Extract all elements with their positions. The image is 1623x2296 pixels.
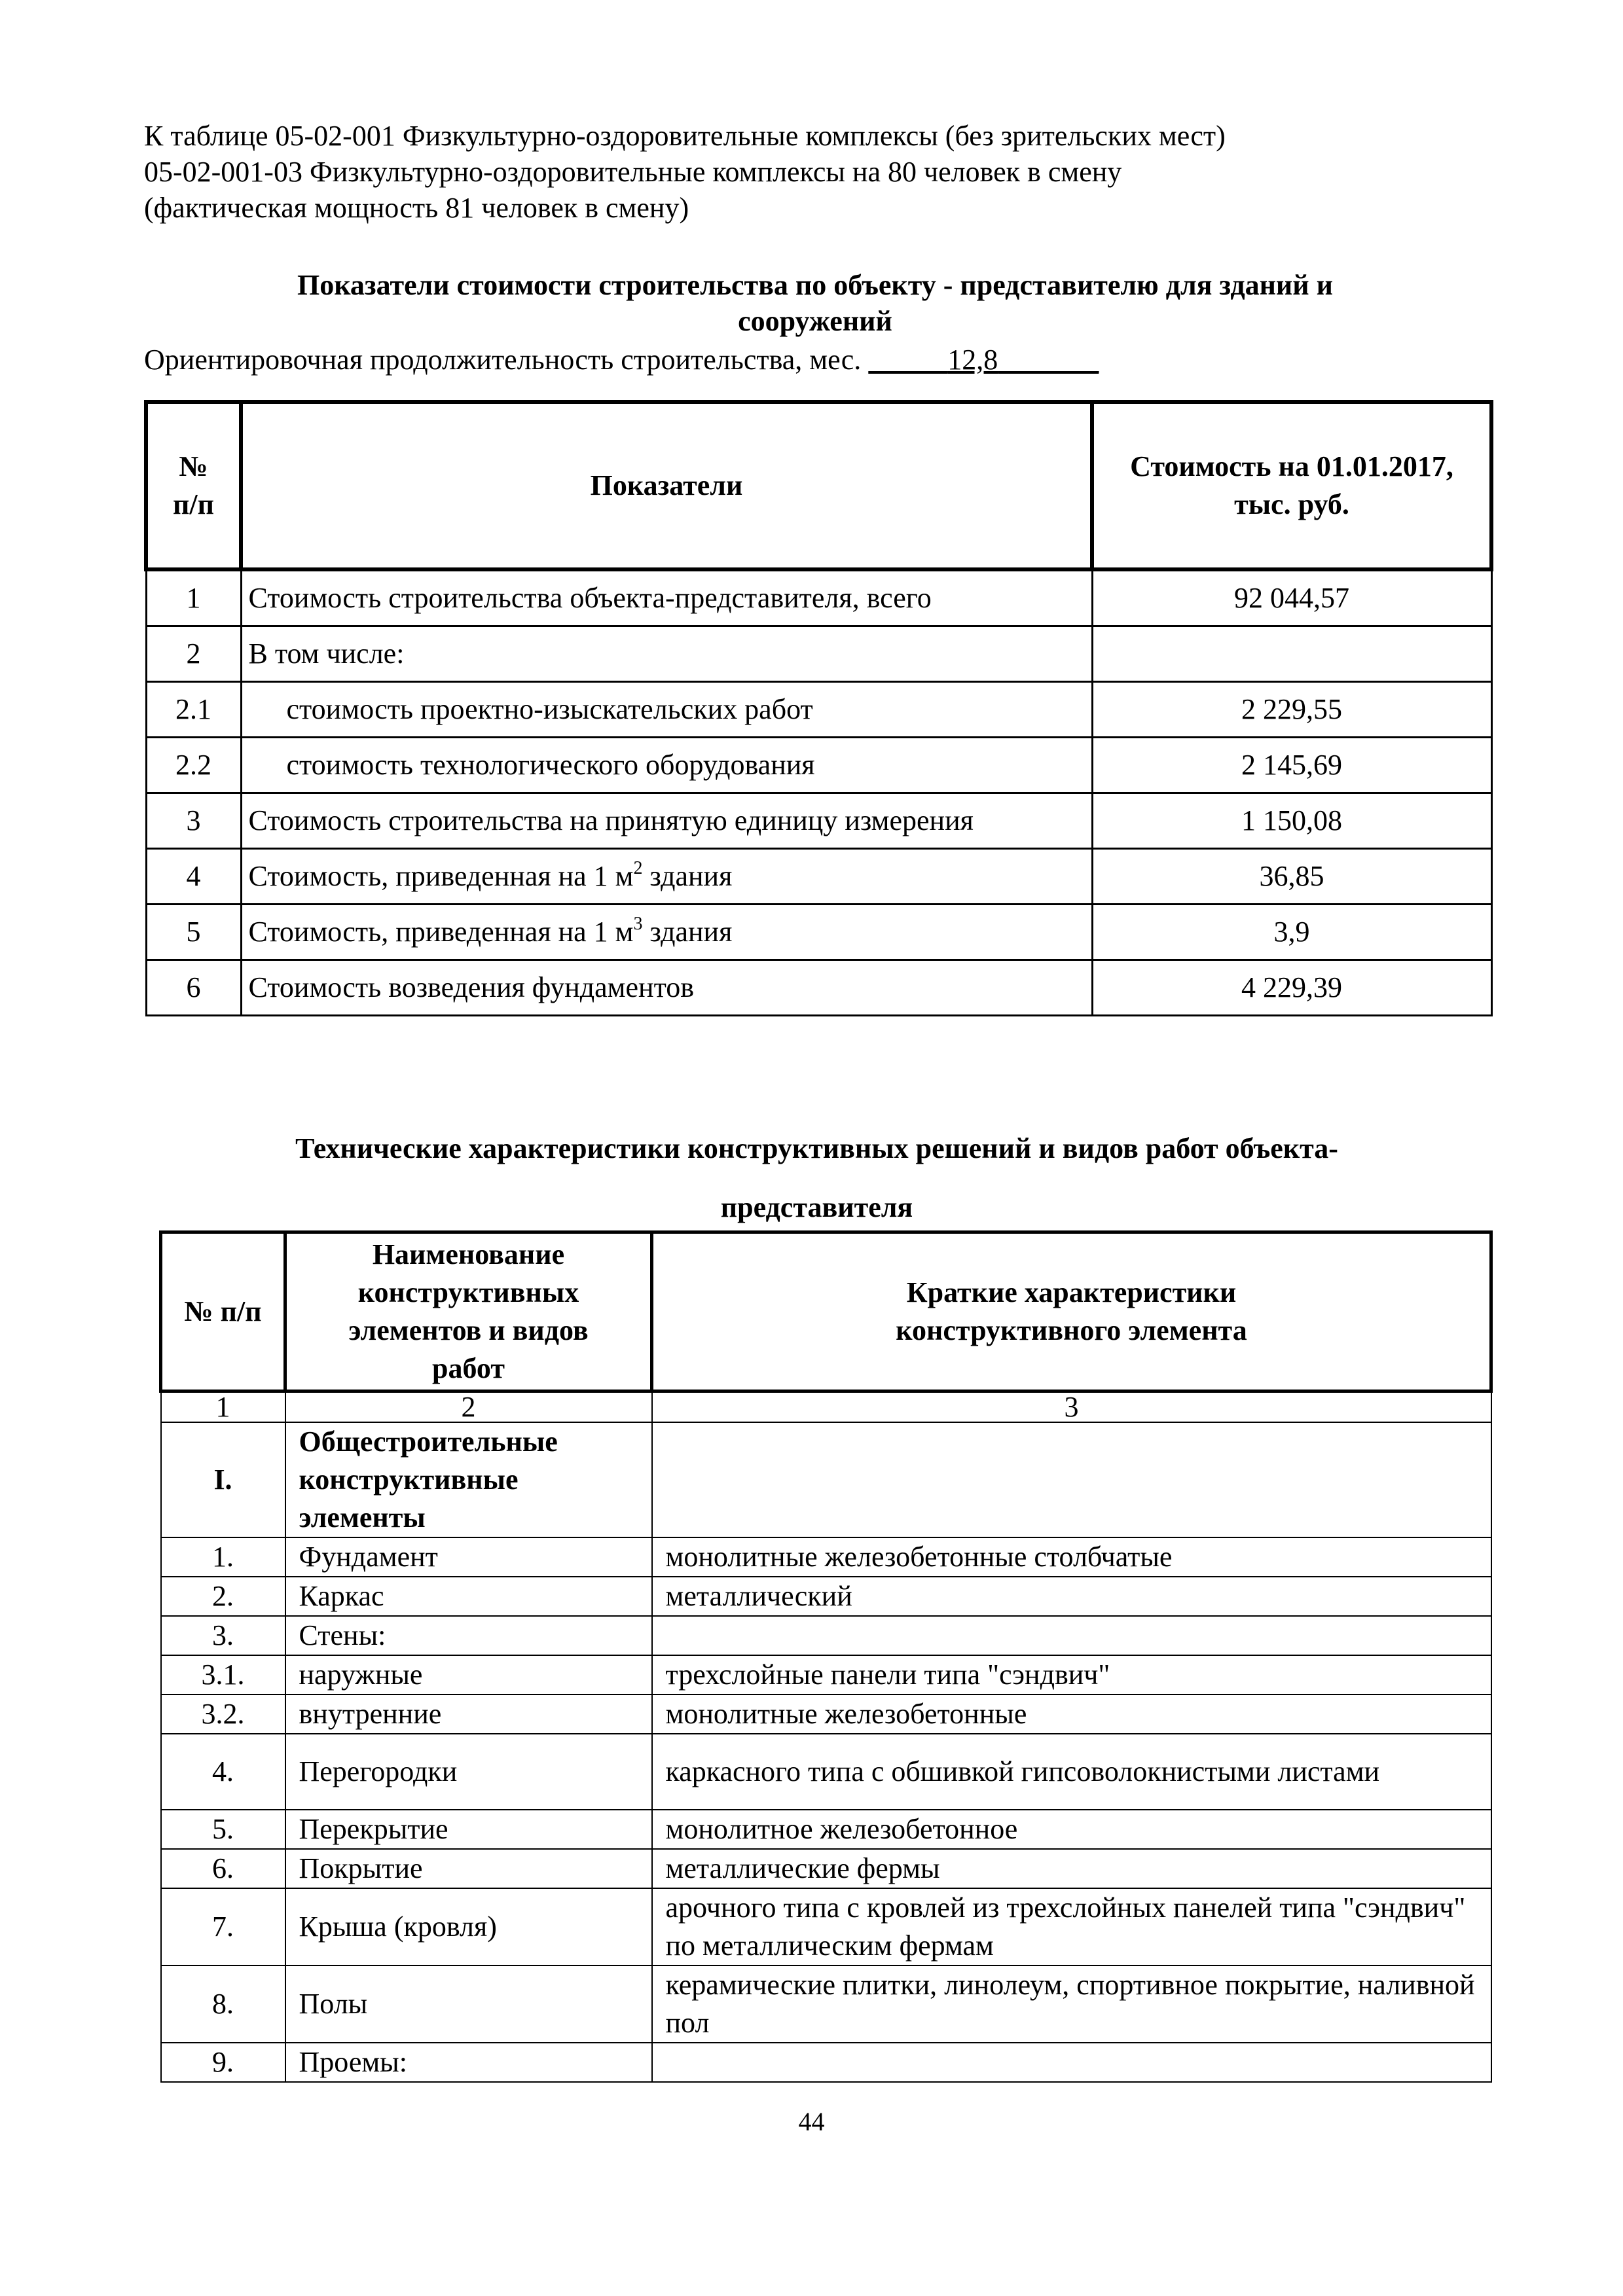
- row-number: 3: [146, 793, 241, 849]
- table-row: [161, 1965, 1491, 2043]
- row-number: 7.: [161, 1888, 285, 1965]
- table-row: [161, 1655, 1491, 1695]
- row-element-name: наружные: [285, 1655, 652, 1695]
- header-line-1: К таблице 05-02-001 Физкультурно-оздоровительные комплексы (без зрительских мест): [144, 120, 1226, 152]
- table-row: [146, 793, 1491, 849]
- row-description: [652, 2043, 1491, 2082]
- row-element-name: Полы: [285, 1965, 652, 2043]
- row-indicator: Стоимость, приведенная на 1 $м^2$ здания: [241, 849, 1092, 905]
- row-value: 2 229,55: [1092, 682, 1491, 738]
- row-number: 3.: [161, 1616, 285, 1655]
- row-number: 4.: [161, 1734, 285, 1810]
- table-row: [161, 1537, 1491, 1577]
- table-row: [146, 905, 1491, 960]
- table-row: [161, 1695, 1491, 1734]
- table-row: [161, 1577, 1491, 1616]
- row-number: 3.2.: [161, 1695, 285, 1734]
- row-number: 3.1.: [161, 1655, 285, 1695]
- row-number: 5: [146, 905, 241, 960]
- row-element-name: Каркас: [285, 1577, 652, 1616]
- row-description: керамические плитки, линолеум, спортивное покрытие, наливной пол: [652, 1965, 1491, 2043]
- row-element-name: Проемы:: [285, 2043, 652, 2082]
- row-element-name: Покрытие: [285, 1849, 652, 1888]
- row-value: 36,85: [1092, 849, 1491, 905]
- row-number: 1.: [161, 1537, 285, 1577]
- column-header-number: № п/п: [161, 1232, 285, 1391]
- column-header-indicators: Показатели: [241, 402, 1092, 569]
- cost-indicators-title: Показатели стоимости строительства по объекту - представителю для зданий и сооружений: [297, 269, 1333, 337]
- table-row: [146, 626, 1491, 682]
- header-line-3: (фактическая мощность 81 человек в смену): [144, 192, 689, 224]
- row-number: 4: [146, 849, 241, 905]
- row-number: 2.2: [146, 738, 241, 793]
- row-element-name: Перегородки: [285, 1734, 652, 1810]
- row-value: 92 044,57: [1092, 569, 1491, 626]
- row-description: монолитные железобетонные: [652, 1695, 1491, 1734]
- duration-label: Ориентировочная продолжительность строительства, мес.: [144, 344, 862, 376]
- row-indicator: Стоимость строительства объекта-представителя, всего: [241, 569, 1092, 626]
- row-description: монолитное железобетонное: [652, 1810, 1491, 1849]
- row-number: 2.1: [146, 682, 241, 738]
- column-header-cost: Стоимость на 01.01.2017, тыс. руб.: [1092, 402, 1491, 569]
- row-indicator: В том числе:: [241, 626, 1092, 682]
- row-element-name: Фундамент: [285, 1537, 652, 1577]
- table-row: [161, 1422, 1491, 1537]
- duration-value: 12,8: [947, 344, 998, 376]
- row-element-name: Крыша (кровля): [285, 1888, 652, 1965]
- row-indicator: Стоимость строительства на принятую единицу измерения: [241, 793, 1092, 849]
- row-number: 2: [146, 626, 241, 682]
- table-row: [146, 960, 1491, 1016]
- table-row: [161, 1810, 1491, 1849]
- row-value: [1092, 626, 1491, 682]
- table-row: [146, 682, 1491, 738]
- table-row: [161, 2043, 1491, 2082]
- table-row: [161, 1888, 1491, 1965]
- row-description: металлический: [652, 1577, 1491, 1616]
- table-row: [146, 738, 1491, 793]
- row-number: 1: [146, 569, 241, 626]
- row-number: I.: [161, 1422, 285, 1537]
- row-indicator: стоимость проектно-изыскательских работ: [241, 682, 1092, 738]
- page-number: 44: [798, 2107, 825, 2136]
- row-value: 3,9: [1092, 905, 1491, 960]
- row-element-name: Перекрытие: [285, 1810, 652, 1849]
- row-description: металлические фермы: [652, 1849, 1491, 1888]
- row-description: трехслойные панели типа "сэндвич": [652, 1655, 1491, 1695]
- table-row: [146, 569, 1491, 626]
- table-row: [161, 1849, 1491, 1888]
- table-header-row: [161, 1232, 1491, 1391]
- row-number: 9.: [161, 2043, 285, 2082]
- row-description: каркасного типа с обшивкой гипсоволокнистыми листами: [652, 1734, 1491, 1810]
- column-index: 2: [285, 1391, 652, 1423]
- cost-indicators-table: [144, 400, 1493, 1016]
- row-description: [652, 1422, 1491, 1537]
- table-row: [161, 1616, 1491, 1655]
- row-indicator: Стоимость, приведенная на 1 $м^3$ здания: [241, 905, 1092, 960]
- technical-characteristics-title: Технические характеристики конструктивных решений и видов работ объекта- представителя: [295, 1132, 1338, 1223]
- column-header-description: Краткие характеристики конструктивного элемента: [652, 1232, 1491, 1391]
- table-row: [161, 1734, 1491, 1810]
- column-index: 1: [161, 1391, 285, 1423]
- row-description: [652, 1616, 1491, 1655]
- row-number: 5.: [161, 1810, 285, 1849]
- technical-characteristics-table: [159, 1230, 1493, 2083]
- document-header: [144, 118, 1486, 226]
- row-element-name: Стены:: [285, 1616, 652, 1655]
- row-number: 6: [146, 960, 241, 1016]
- column-header-element-name: Наименование конструктивных элементов и видов работ: [285, 1232, 652, 1391]
- row-value: 1 150,08: [1092, 793, 1491, 849]
- row-element-name: внутренние: [285, 1695, 652, 1734]
- row-description: монолитные железобетонные столбчатые: [652, 1537, 1491, 1577]
- column-index-row: [161, 1391, 1491, 1423]
- column-header-number: № п/п: [146, 402, 241, 569]
- row-indicator: Стоимость возведения фундаментов: [241, 960, 1092, 1016]
- construction-duration: Ориентировочная продолжительность строительства, мес. _____12,8_______: [144, 344, 1099, 376]
- row-number: 6.: [161, 1849, 285, 1888]
- column-index: 3: [652, 1391, 1491, 1423]
- table-header-row: [146, 402, 1491, 569]
- header-line-2: 05-02-001-03 Физкультурно-оздоровительные комплексы на 80 человек в смену: [144, 156, 1122, 188]
- row-indicator: стоимость технологического оборудования: [241, 738, 1092, 793]
- row-number: 8.: [161, 1965, 285, 2043]
- row-element-name: Общестроительные конструктивные элементы: [285, 1422, 652, 1537]
- row-description: арочного типа с кровлей из трехслойных панелей типа "сэндвич" по металлическим фермам: [652, 1888, 1491, 1965]
- row-value: 2 145,69: [1092, 738, 1491, 793]
- row-number: 2.: [161, 1577, 285, 1616]
- table-row: [146, 849, 1491, 905]
- row-value: 4 229,39: [1092, 960, 1491, 1016]
